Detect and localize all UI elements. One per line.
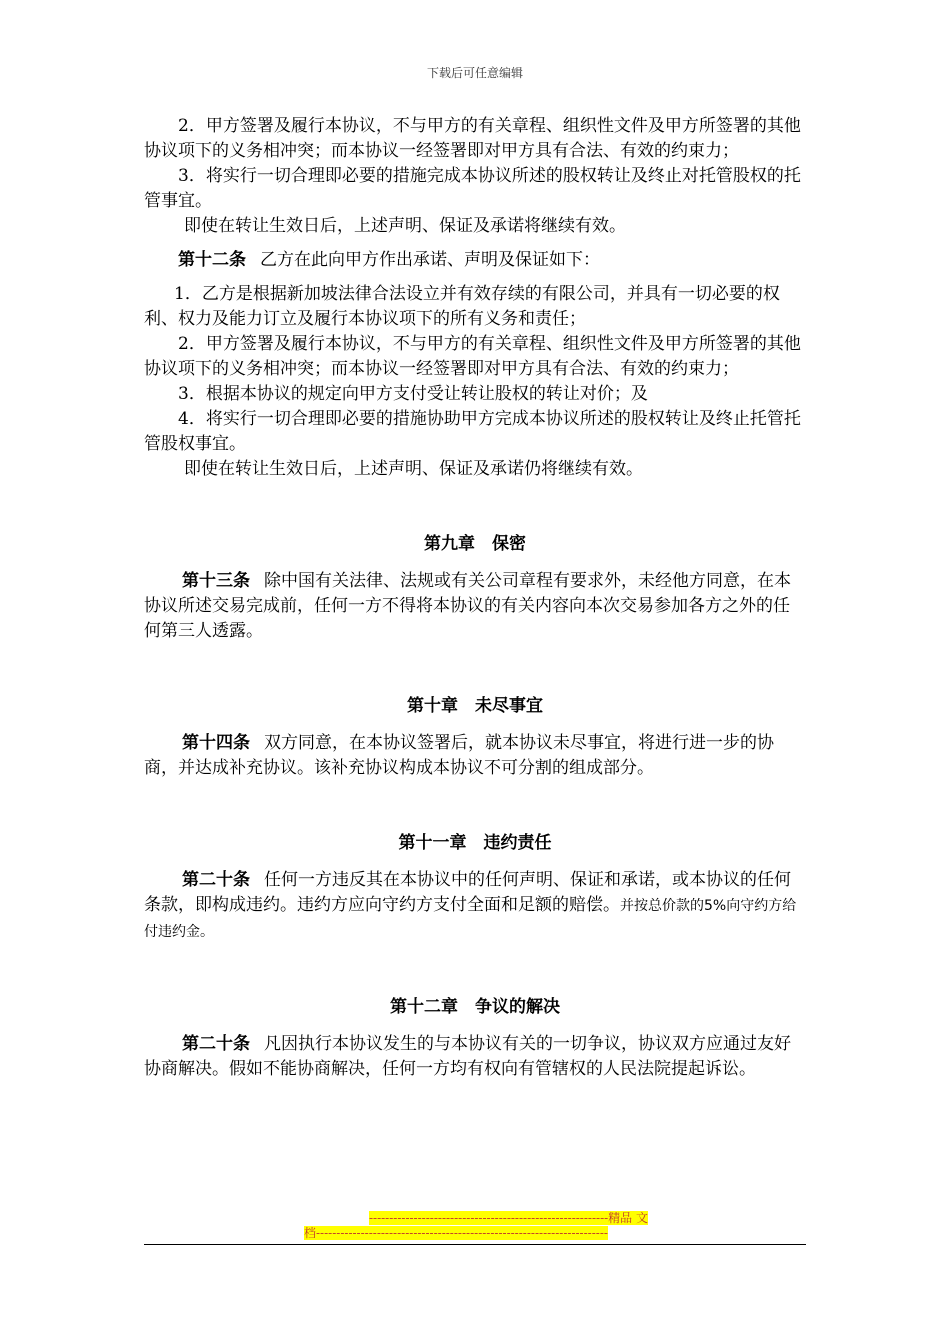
page-footer [304, 1211, 648, 1241]
article-text: 乙方在此向甲方作出承诺、声明及保证如下： [260, 250, 600, 270]
article-label: 第十四条 [182, 733, 250, 753]
article-text: 任何一方违反其在本协议中的任何声明、保证和承诺，或本协议的任何条款，即构成违约。违约方应向守约方支付全面和足额的赔偿。 [144, 870, 791, 915]
article-label: 第十二条 [178, 250, 246, 270]
footer-line: 档------------------------------------------------------------------------ [304, 1226, 608, 1240]
article-13 [144, 569, 806, 644]
paragraph: 2．甲方签署及履行本协议，不与甲方的有关章程、组织性文件及甲方所签署的其他协议项下的义务相冲突；而本协议一经签署即对甲方具有合法、有效的约束力； [144, 334, 801, 379]
document-body [144, 114, 806, 1082]
article-label: 第十三条 [182, 571, 250, 591]
paragraph: 3．将实行一切合理即必要的措施完成本协议所述的股权转让及终止对托管股权的托管事宜。 [144, 166, 801, 211]
footer-rule [144, 1244, 806, 1245]
paragraph: 2．甲方签署及履行本协议，不与甲方的有关章程、组织性文件及甲方所签署的其他协议项下的义务相冲突；而本协议一经签署即对甲方具有合法、有效的约束力； [144, 116, 801, 161]
paragraph: 即使在转让生效日后，上述声明、保证及承诺将继续有效。 [184, 216, 626, 236]
article-14 [144, 731, 806, 781]
chapter-heading: 第十二章 争议的解决 [390, 997, 560, 1017]
footer-line: -----------------------------------------------------------精品 文 [368, 1211, 648, 1225]
article-text: 双方同意，在本协议签署后，就本协议未尽事宜，将进行进一步的协商，并达成补充协议。该补充协议构成本协议不可分割的组成部分。 [144, 733, 774, 778]
article-12 [144, 248, 806, 273]
article-text: 凡因执行本协议发生的与本协议有关的一切争议，协议双方应通过友好协商解决。假如不能协商解决，任何一方均有权向有管辖权的人民法院提起诉讼。 [144, 1034, 791, 1079]
chapter-heading: 第九章 保密 [424, 534, 526, 554]
paragraph: 4．将实行一切合理即必要的措施协助甲方完成本协议所述的股权转让及终止托管托管股权事宜。 [144, 409, 801, 454]
paragraph: 3．根据本协议的规定向甲方支付受让转让股权的转让对价；及 [178, 384, 648, 404]
article-text: 除中国有关法律、法规或有关公司章程有要求外，未经他方同意，在本协议所述交易完成前，任何一方不得将本协议的有关内容向本次交易参加各方之外的任何第三人透露。 [144, 571, 791, 641]
article-label: 第二十条 [182, 1034, 250, 1054]
chapter-heading: 第十章 未尽事宜 [407, 696, 543, 716]
chapter-heading: 第十一章 违约责任 [398, 833, 552, 853]
article-label: 第二十条 [182, 870, 250, 890]
page-header: 下载后可任意编辑 [426, 66, 523, 80]
article-20-breach [144, 868, 806, 945]
paragraph: 1．乙方是根据新加坡法律合法设立并有效存续的有限公司，并具有一切必要的权利、权力及能力订立及履行本协议项下的所有义务和责任； [144, 284, 780, 329]
paragraph: 即使在转让生效日后，上述声明、保证及承诺仍将继续有效。 [184, 459, 643, 479]
article-text-small: 并按总价款的5%向守约方给付违约金。 [144, 898, 797, 940]
article-20-dispute [144, 1032, 806, 1082]
